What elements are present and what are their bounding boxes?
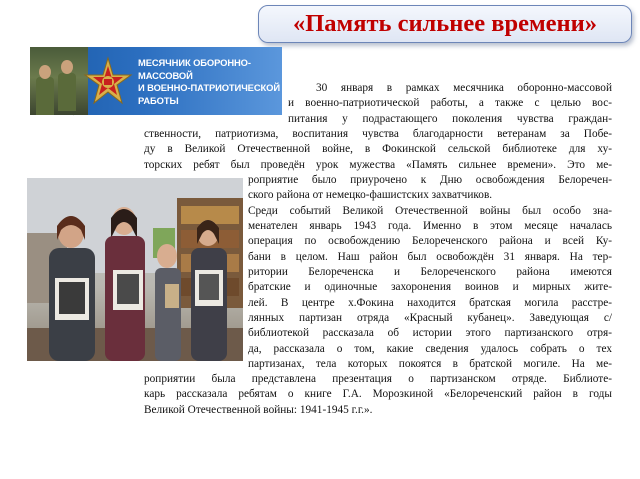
text-line: ду в Великой Отечественной войне, в Фокинской сельской библиотеке для ху- (144, 143, 612, 156)
children-photo-image (27, 178, 243, 361)
page-title: «Память сильнее времени» (292, 10, 598, 37)
article-paragraph-top (288, 81, 612, 112)
text-line: библиотекой рассказала об истории этого партизанского отря- (248, 327, 612, 340)
text-line: лей. В центре х.Фокина находится братская могила расстре- (248, 296, 612, 309)
text-line: роприятие было приурочено к Дню освобождения Белоречен- (248, 174, 612, 186)
soldiers-image (30, 47, 88, 115)
banner-line: И ВОЕННО-ПАТРИОТИЧЕСКОЙ (138, 82, 280, 94)
text-line: менателен январь 1943 года. Именно в этом месяце началась (248, 220, 612, 233)
text-line: братские и одиночные захоронения воинов и мирных жите- (248, 281, 612, 294)
text-line: ственности, патриотизма, воспитания чувства благодарности ветеранам за Побе- (144, 128, 612, 140)
article-paragraph-side (248, 173, 612, 372)
event-banner (30, 47, 282, 115)
text-line: партизанах, тела которых покоятся в братской могиле. На ме- (248, 358, 612, 371)
title-banner (258, 5, 632, 43)
text-line: бани в целом. Наш район был освобождён 31 января. На тер- (248, 250, 612, 263)
article-paragraph (288, 112, 612, 127)
article-paragraph-wide (144, 127, 612, 173)
event-photo (27, 178, 243, 361)
order-star-icon (82, 56, 134, 108)
text-line: питания у подрастающего поколения чувства граждан- (288, 113, 612, 125)
article-paragraph-bottom (144, 372, 612, 418)
text-line: и военно-патриотической работы, а также с целью вос- (288, 97, 612, 110)
text-line: торских ребят был проведён урок мужества «Память сильнее времени». Это ме- (144, 158, 612, 171)
banner-line: МЕСЯЧНИК ОБОРОННО-МАССОВОЙ (138, 57, 251, 81)
text-line: Великой Отечественной войны: 1941-1945 г.г.». (144, 403, 373, 416)
text-line: Среди событий Великой Отечественной войны был особо зна- (248, 204, 612, 217)
text-line: роприятии была представлена презентация о партизанском отряде. Библиоте- (144, 373, 612, 385)
banner-caption (138, 57, 280, 107)
text-line: да, рассказала о том, какие сведения удалось собрать о тех (248, 342, 612, 355)
text-line: ского района от немецко-фашистских захватчиков. (248, 189, 493, 202)
banner-line: РАБОТЫ (138, 94, 179, 106)
text-line: лянных партизан отряда «Красный кубанец». Заведующая с/ (248, 312, 612, 325)
text-line: 30 января в рамках месячника оборонно-массовой (316, 82, 612, 94)
text-line: ритории Белореченска и Белореченского района имеются (248, 266, 612, 279)
text-line: операция по освобождению Белореченского района и всей Ку- (248, 235, 612, 248)
text-line: карь рассказала ребятам о книге Г.А. Морозкиной «Белореченский район в годы (144, 388, 612, 401)
